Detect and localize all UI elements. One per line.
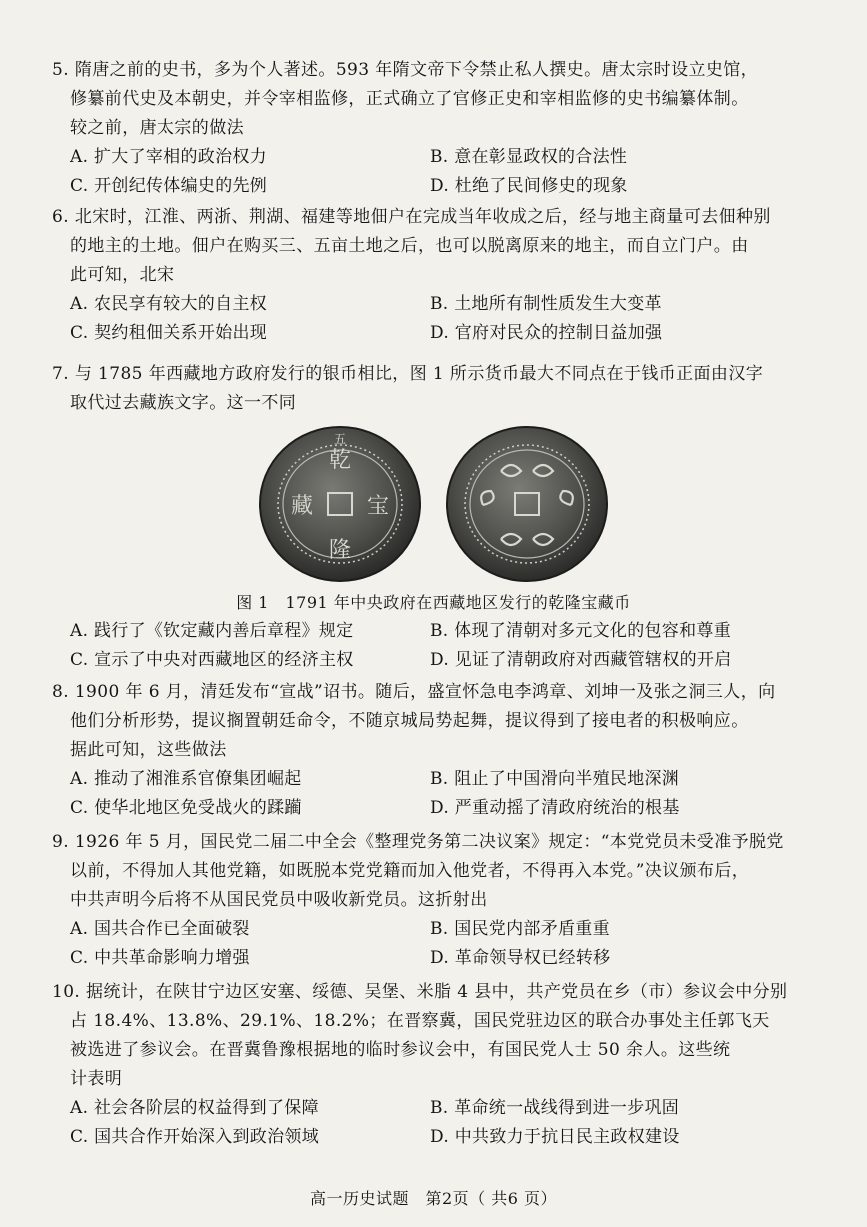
question-6-option-c[interactable]: C. 契约租佃关系开始出现 [70,323,268,343]
question-9-option-a[interactable]: A. 国共合作已全面破裂 [70,919,250,939]
question-5-options-row [52,172,822,201]
figure-1 [0,425,867,585]
question-10-options-row [52,1123,822,1152]
question-6-stem-line: 此可知，北宋 [70,265,175,285]
question-9-stem-line: 9. 1926 年 5 月，国民党二届二中全会《整理党务第二决议案》规定：“本党党员未受准予脱党 [52,832,784,852]
question-10-stem-line: 计表明 [70,1069,123,1089]
question-7-options-row [52,646,822,675]
question-9-options-row [52,944,822,973]
question-10-option-a[interactable]: A. 社会各阶层的权益得到了保障 [70,1098,319,1118]
question-5-option-c[interactable]: C. 开创纪传体编史的先例 [70,176,268,196]
coin-char-qian: 乾 [328,448,352,473]
question-8-stem-line: 据此可知，这些做法 [70,740,227,760]
coin-char-bao: 宝 [366,494,390,519]
question-8-option-c[interactable]: C. 使华北地区免受战火的蹂躏 [70,798,302,818]
question-7-option-c[interactable]: C. 宣示了中央对西藏地区的经济主权 [70,650,354,670]
question-6-options-row [52,319,822,348]
question-7-option-b[interactable]: B. 体现了清朝对多元文化的包容和尊重 [430,621,731,641]
question-7-options [52,617,822,675]
question-7-options-row [52,617,822,646]
question-6-option-d[interactable]: D. 官府对民众的控制日益加强 [430,323,663,343]
question-9-option-c[interactable]: C. 中共革命影响力增强 [70,948,250,968]
question-9-options-row [52,915,822,944]
question-6-options-row [52,290,822,319]
question-6-option-b[interactable]: B. 土地所有制性质发生大变革 [430,294,662,314]
question-10-option-d[interactable]: D. 中共致力于抗日民主政权建设 [430,1127,680,1147]
question-7-option-d[interactable]: D. 见证了清朝政府对西藏管辖权的开启 [430,650,732,670]
question-9 [52,828,822,973]
question-5-option-d[interactable]: D. 杜绝了民间修史的现象 [430,176,628,196]
question-5 [52,56,822,201]
question-8-option-a[interactable]: A. 推动了湘淮系官僚集团崛起 [70,769,302,789]
question-9-option-d[interactable]: D. 革命领导权已经转移 [430,948,611,968]
question-10-options-row [52,1094,822,1123]
question-7-option-a[interactable]: A. 践行了《钦定藏内善后章程》规定 [70,621,354,641]
question-7 [52,360,822,418]
coin-char-zang: 藏 [290,494,314,519]
question-10-option-b[interactable]: B. 革命统一战线得到进一步巩固 [430,1098,680,1118]
question-9-option-b[interactable]: B. 国民党内部矛盾重重 [430,919,610,939]
question-8-stem-line: 8. 1900 年 6 月，清廷发布“宣战”诏书。随后，盛宣怀急电李鸿章、刘坤一及张之洞三人，向 [52,682,776,702]
question-8-options-row [52,794,822,823]
coin-char-long: 隆 [328,538,352,563]
question-5-option-b[interactable]: B. 意在彰显政权的合法性 [430,147,628,167]
question-7-stem-line: 7. 与 1785 年西藏地方政府发行的银币相比，图 1 所示货币最大不同点在于钱币正面由汉字 [52,364,764,384]
page-footer: 高一历史试题 第2页（ 共6 页） [309,1189,558,1208]
question-8-options-row [52,765,822,794]
question-10-stem-line: 被选进了参议会。在晋冀鲁豫根据地的临时参议会中，有国民党人士 50 余人。这些统 [70,1040,731,1060]
coin-char-top: 五 [333,432,347,446]
coin-back-image [443,425,611,583]
question-8-stem-line: 他们分析形势，提议搁置朝廷命令，不随京城局势起舞，提议得到了接电者的积极响应。 [70,711,749,731]
coin-front-image [256,425,424,583]
question-10-option-c[interactable]: C. 国共合作开始深入到政治领域 [70,1127,320,1147]
question-10-stem-line: 占 18.4%、13.8%、29.1%、18.2%；在晋察冀，国民党驻边区的联合办事处主任郭飞天 [70,1011,770,1031]
question-6 [52,203,822,348]
question-5-option-a[interactable]: A. 扩大了宰相的政治权力 [70,147,267,167]
question-8-option-d[interactable]: D. 严重动摇了清政府统治的根基 [430,798,680,818]
question-5-options-row [52,143,822,172]
question-5-stem-line: 较之前，唐太宗的做法 [70,118,244,138]
question-10-stem-line: 10. 据统计，在陕甘宁边区安塞、绥德、吴堡、米脂 4 县中，共产党员在乡（市）参议会中分别 [52,982,788,1002]
question-6-stem-line: 的地主的土地。佃户在购买三、五亩土地之后，也可以脱离原来的地主，而自立门户。由 [70,236,749,256]
question-8 [52,678,822,823]
question-7-stem-line: 取代过去藏族文字。这一不同 [70,393,297,413]
question-6-stem-line: 6. 北宋时，江淮、两浙、荆湖、福建等地佃户在完成当年收成之后，经与地主商量可去佃种别 [52,207,771,227]
figure-1-caption: 图 1 1791 年中央政府在西藏地区发行的乾隆宝藏币 [236,593,631,612]
question-5-stem-line: 修纂前代史及本朝史，并令宰相监修，正式确立了官修正史和宰相监修的史书编纂体制。 [70,89,749,109]
question-5-stem-line: 5. 隋唐之前的史书，多为个人著述。593 年隋文帝下令禁止私人撰史。唐太宗时设立史馆， [52,60,759,80]
question-9-stem-line: 以前，不得加人其他党籍，如既脱本党党籍而加入他党者，不得再入本党。”决议颁布后， [70,861,750,881]
question-6-option-a[interactable]: A. 农民享有较大的自主权 [70,294,267,314]
question-8-option-b[interactable]: B. 阻止了中国滑向半殖民地深渊 [430,769,680,789]
question-10 [52,978,822,1152]
question-9-stem-line: 中共声明今后将不从国民党员中吸收新党员。这折射出 [70,890,488,910]
